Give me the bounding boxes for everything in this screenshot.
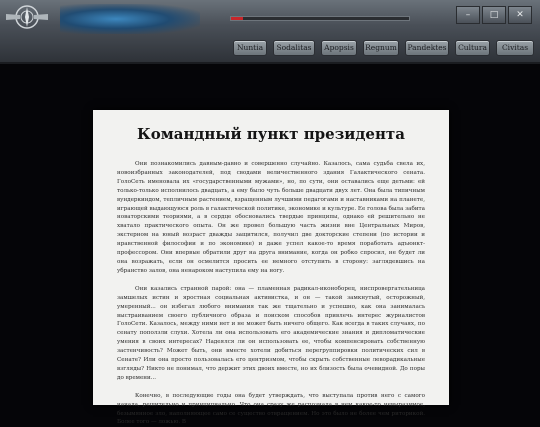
app-header [0,0,540,64]
article-paragraph: Они познакомились давным-давно и совершенно случайно. Казалось, сама судьба свела их, новоизбранных законодателей, под сводами величественного здания Галактического сената. ГолоСеть именовала их «государственными мужами», но, по сути, они оставались еще детьми: ей только-только исполнилось двадцать, а ему было чуть больше двадцати двух лет. Она была типичным вундеркиндом, тепличным растением, взращенным лучшими педагогами и наставниками на планете, играющей выдающуюся роль в галактической политике, экономике и культуре. Ее голова была забита новаторскими теориями, а в сердце обосновались твердые принципы, однако ей решительно не хватало практического опыта. Он же провел большую часть жизни вне Центральных Миров, экстерном на юный возраст дважды защитился, получил две докторские степени (по истории и нравственной философии и по экономике) и даже успел какое-то время поработать адъюнкт-профессором. Они впервые обратили друг на друга внимание, когда он робко спросил, не будет ли она возражать, если он осмелится просить ее немного отступить в сторону: заглядевшись на убранство залов, она ненароком наступила ему на ногу. [117,161,425,274]
tab-regnum[interactable]: Regnum [363,40,399,56]
article-body [93,160,449,427]
window-controls [456,6,532,24]
main-nav [0,36,540,60]
tab-civitas[interactable]: Civitas [496,40,534,56]
header-glow [60,4,200,34]
tab-pandektes[interactable]: Pandektes [405,40,449,56]
tab-sodalitas[interactable]: Sodalitas [273,40,315,56]
eagle-emblem-icon [4,2,50,32]
maximize-icon[interactable]: □ [482,6,506,24]
article-paragraph: Они казались странной парой: она — пламенная радикал-иконоборец, ниспровергательница замшелых истин и яростная социальная активистка, и он — такой замкнутый, осторожный, умеренный... он избегал любого внимания так же тщательно и успешно, как она занималась выстраиванием своего публичного образа и поиском способов привлечь интерес журналистов ГолоСети. Казалось, между ними нет и не может быть ничего общего. Как всегда в таких случаях, по сенату поползли слухи. Хотела ли она использовать его академические знания и дипломатические умения в своих интересах? Надеялся ли он использовать ее, чтобы компенсировать собственную застенчивость? Может быть, они вместе хотели добиться перегруппировки политических сил в Сенате? Или она просто пользовалась его центризмом, чтобы скрыть собственные леворадикальные взгляды? Никто не понимал, что держит этих двоих вместе, но их близость была очевидной. До поры до времени... [117,285,425,381]
close-icon[interactable]: ✕ [508,6,532,24]
tab-nuntia[interactable]: Nuntia [233,40,267,56]
article-paragraph: Конечно, в последующие годы она будет утверждать, что выступала против него с самого начала, решительно и принципиально. Что она сразу же распознала в нем какое-то невыразимое, безымянное зло, наполняющее само се существо отвращением. Но это было не более чем риторикой. Более того — ложью. В [117,392,425,426]
progress-bar [230,16,410,21]
tab-cultura[interactable]: Cultura [455,40,490,56]
page-title: Командный пункт президента [137,125,405,143]
minimize-icon[interactable]: – [456,6,480,24]
article-page [93,110,449,426]
progress-bar-fill [231,17,243,20]
tab-apopsis[interactable]: Apopsis [321,40,357,56]
